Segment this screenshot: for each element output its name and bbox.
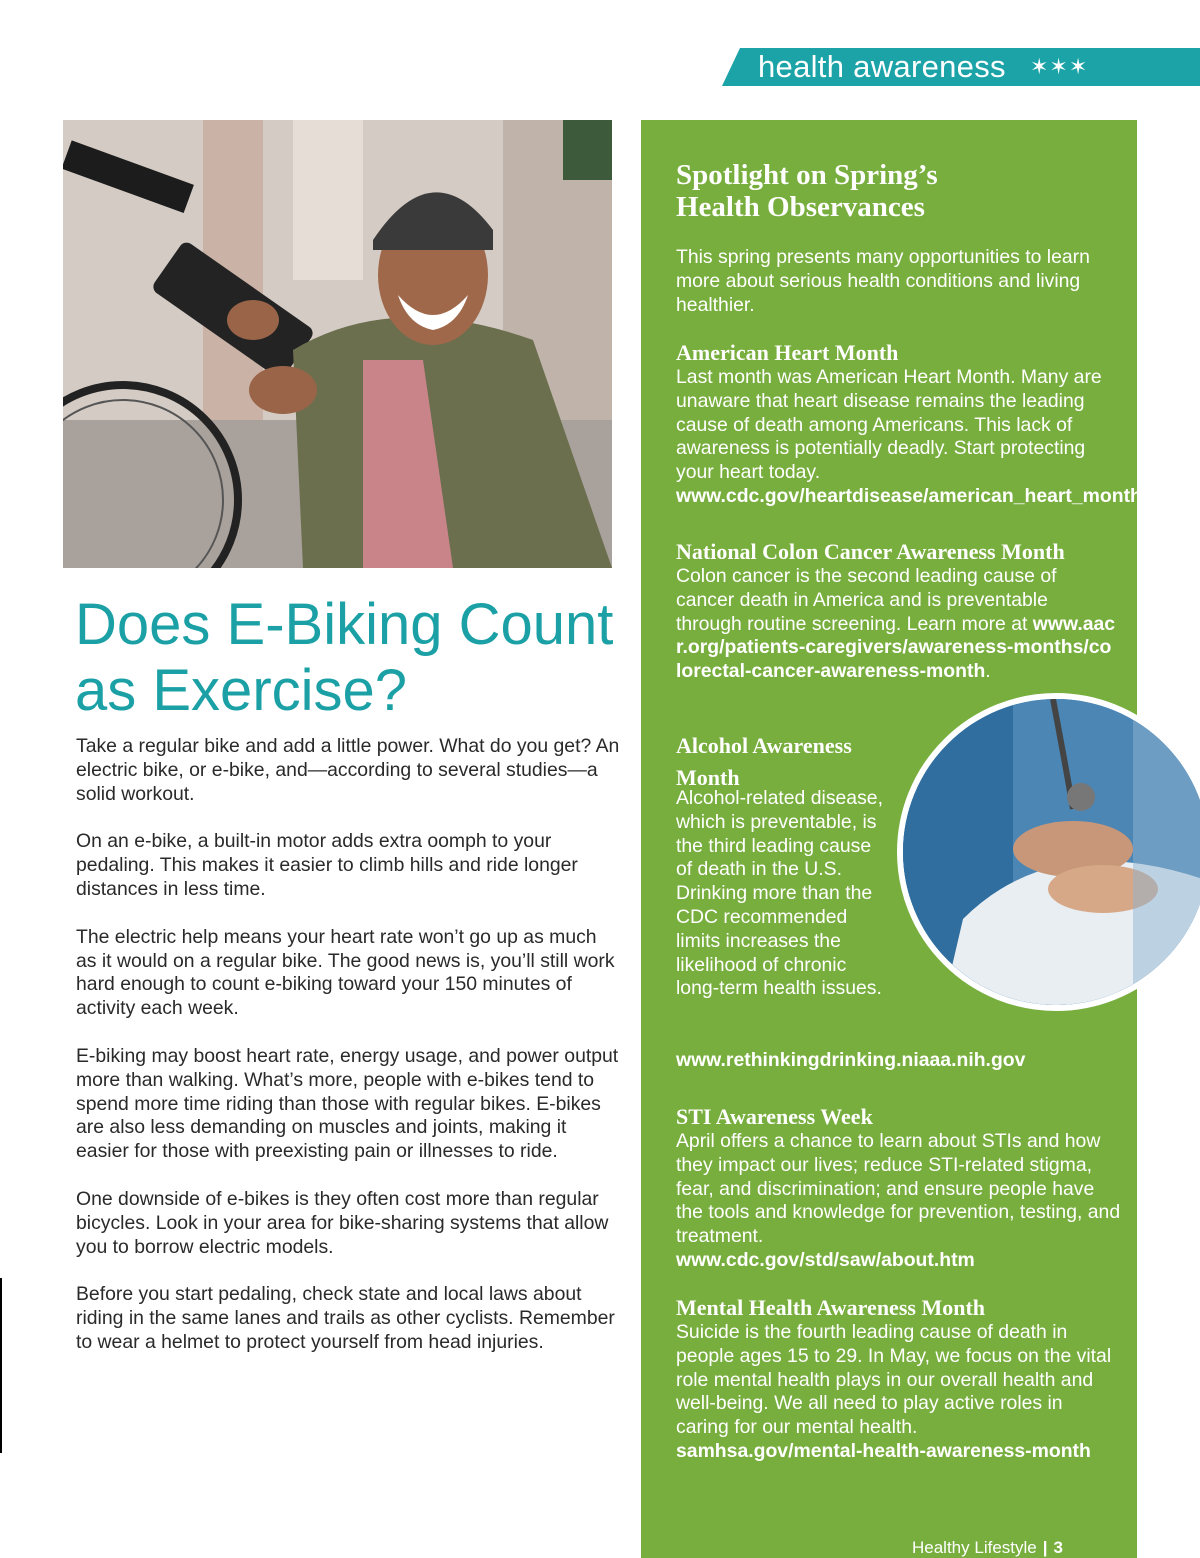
mental-health-link[interactable]: samhsa.gov/mental-health-awareness-month [676,1439,1091,1462]
article-paragraph: Take a regular bike and add a little power. What do you get? An electric bike, or e-bike, and—according to several studies—a solid workout. [76,735,620,805]
publication-name: Healthy Lifestyle [912,1538,1037,1557]
article-paragraph: Before you start pedaling, check state and local laws about riding in the same lanes and trails as other cyclists. Remember to wear a helmet to protect yourself from head injuries. [76,1283,615,1353]
heart-month-link[interactable]: www.cdc.gov/heartdisease/american_heart_month.htm [676,484,1183,507]
page-number: 3 [1053,1538,1063,1557]
sidebar-intro: This spring presents many opportunities to learn more about serious health conditions and living healthier. [676,246,1090,316]
colon-cancer-text: Colon cancer is the second leading cause of cancer death in America and is preventable through routine screening. Learn more at [676,565,1057,635]
caregiver-hands-photo [897,693,1200,1011]
section-label: health awareness [758,49,1006,84]
article-paragraph: E-biking may boost heart rate, energy usage, and power output more than walking. What’s more, people with e-bikes tend to spend more time riding than those with regular bikes. E-bikes are also less demanding on muscles and joints, making it easier for those with preexisting pain or illnesses to ride. [76,1044,619,1163]
article-paragraph: The electric help means your heart rate won’t go up as much as it would on a regular bike. The good news is, you’ll still work hard enough to count e-biking toward your 150 minutes of activity each week. [76,925,615,1020]
heart-month-body [676,366,1183,509]
alcohol-body: Alcohol-related disease, which is preventable, is the third leading cause of death in the U.S. Drinking more than the CDC recommended limits increases the likelihood of chronic long-term health issues. [676,787,883,1000]
sti-body [676,1130,1121,1273]
article-body [76,735,621,1379]
footer-separator: | [1042,1538,1048,1557]
article-headline: Does E-Biking Count as Exercise? [75,592,614,723]
alcohol-heading-line2: Month [676,765,740,790]
sti-link[interactable]: www.cdc.gov/std/saw/about.htm [676,1248,975,1271]
sidebar-title [676,159,1096,223]
sti-text: April offers a chance to learn about STIs and how they impact our lives; reduce STI-related stigma, fear, and discrimination; and ensure people have the tools and knowledge for prevention, testing, and treatment. [676,1130,1121,1248]
page-footer [912,1538,1063,1558]
colon-cancer-link[interactable]: www.aacr.org/patients-caregivers/awareness-months/colorectal-cancer-awareness-month [676,612,1116,683]
stars-icon: ✶✶✶ [1030,54,1089,79]
alcohol-heading-line1: Alcohol Awareness [676,733,852,758]
sidebar-title-line2: Health Observances [676,191,925,223]
colon-cancer-heading: National Colon Cancer Awareness Month [676,539,1065,564]
mental-health-body [676,1321,1116,1464]
edge-rule [0,1278,2,1453]
man-with-ebike-photo [63,120,612,568]
colon-cancer-tail: . [985,660,991,683]
article-paragraph: On an e-bike, a built-in motor adds extra oomph to your pedaling. This makes it easier to climb hills and ride longer distances in less time. [76,830,578,900]
mental-health-text: Suicide is the fourth leading cause of death in people ages 15 to 29. In May, we focus on the vital role mental health plays in our overall health and well-being. We all need to play active roles in caring for our mental health. [676,1321,1112,1439]
colon-cancer-body [676,565,1116,684]
sidebar-title-line1: Spotlight on Spring’s [676,159,938,191]
mental-health-heading: Mental Health Awareness Month [676,1295,985,1320]
article-paragraph: One downside of e-bikes is they often cost more than regular bicycles. Look in your area for bike-sharing systems that allow you to borrow electric models. [76,1187,609,1258]
heart-month-heading: American Heart Month [676,340,899,365]
sti-heading: STI Awareness Week [676,1104,873,1129]
heart-month-text: Last month was American Heart Month. Many are unaware that heart disease remains the leading cause of death among Americans. This lack of awareness is potentially deadly. Start protecting your heart today. [676,366,1102,484]
alcohol-link[interactable]: www.rethinkingdrinking.niaaa.nih.gov [676,1049,1026,1071]
alcohol-heading [676,730,852,794]
